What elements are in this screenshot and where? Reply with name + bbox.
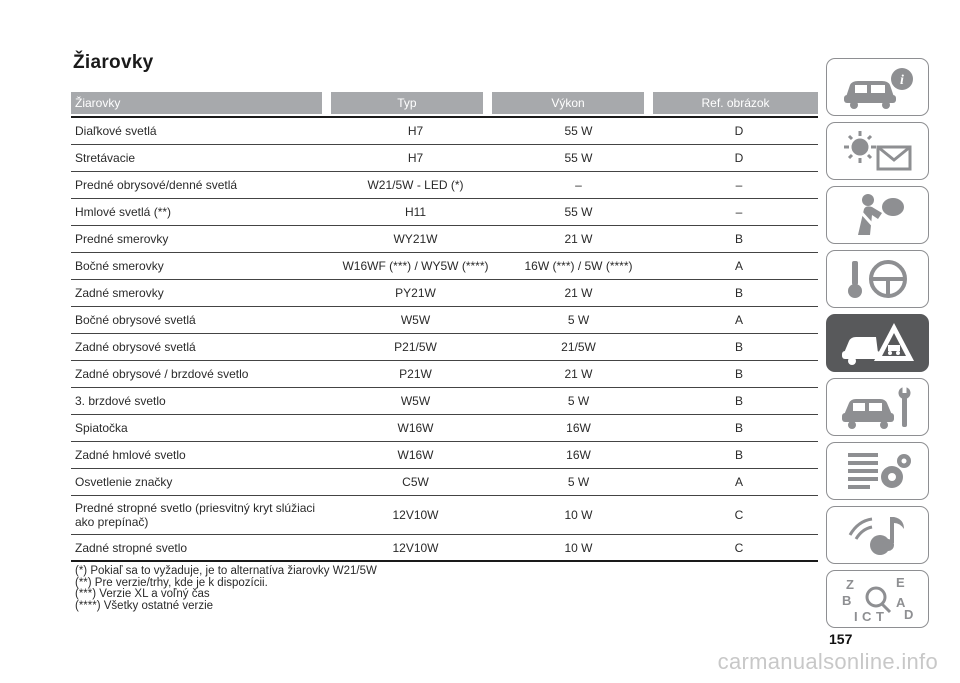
cell-type: W16W <box>397 448 434 462</box>
cell-type: P21/5W <box>394 340 437 354</box>
chapter-sidebar <box>826 58 929 634</box>
svg-text:i: i <box>899 73 904 88</box>
cell-type: W21/5W - LED (*) <box>367 178 464 192</box>
table-row <box>71 442 818 469</box>
cell-figure-ref: A <box>734 313 743 327</box>
svg-text:I: I <box>853 609 858 623</box>
table-row <box>71 334 818 361</box>
cell-figure-ref: B <box>734 232 743 246</box>
cell-type: WY21W <box>393 232 438 246</box>
table-row <box>71 118 818 145</box>
cell-power: 5 W <box>567 313 590 327</box>
cell-power: 21 W <box>564 232 593 246</box>
cell-type: 12V10W <box>392 508 439 522</box>
car-info-icon <box>838 63 918 111</box>
header-type: Typ <box>331 92 483 114</box>
cell-figure-ref: B <box>734 421 743 435</box>
svg-text:E: E <box>895 575 905 590</box>
cell-figure-ref: – <box>735 178 743 192</box>
cell-type: P21W <box>399 367 432 381</box>
warning-lights-message-icon <box>838 127 918 175</box>
table-row <box>71 199 818 226</box>
cell-type: W16W <box>397 421 434 435</box>
cell-type: 12V10W <box>392 540 439 555</box>
specifications-gears-icon <box>838 447 918 495</box>
cell-figure-ref: D <box>734 124 744 138</box>
cell-bulb: Zadné hmlové svetlo <box>75 448 186 462</box>
tab-technical-data[interactable] <box>826 442 929 500</box>
svg-text:Z: Z <box>845 577 854 592</box>
tab-warning-lights[interactable] <box>826 122 929 180</box>
cell-bulb: Zadné obrysové svetlá <box>75 340 196 354</box>
table-row <box>71 307 818 334</box>
breakdown-warning-triangle-icon <box>838 319 918 367</box>
cell-bulb: Bočné obrysové svetlá <box>75 313 196 327</box>
key-steering-wheel-icon <box>838 255 918 303</box>
svg-text:C: C <box>861 609 871 623</box>
page-number: 157 <box>829 631 853 647</box>
tab-in-emergency[interactable] <box>826 314 929 372</box>
tab-car-info[interactable] <box>826 58 929 116</box>
table-row <box>71 361 818 388</box>
alphabetical-index-icon <box>838 575 918 623</box>
tab-starting-driving[interactable] <box>826 250 929 308</box>
cell-bulb: Bočné smerovky <box>75 259 164 273</box>
cell-type: H7 <box>407 124 424 138</box>
multimedia-note-icon <box>838 511 918 559</box>
cell-power: 55 W <box>564 205 593 219</box>
cell-type: W5W <box>400 394 431 408</box>
cell-power: – <box>575 178 582 192</box>
table-row <box>71 535 818 562</box>
section-title: Žiarovky <box>73 52 154 73</box>
table-body <box>71 118 818 562</box>
table-row <box>71 496 818 535</box>
header-figure-ref: Ref. obrázok <box>653 92 818 114</box>
header-power: Výkon <box>492 92 644 114</box>
cell-bulb: Stretávacie <box>75 151 136 165</box>
cell-type: PY21W <box>395 286 436 300</box>
svg-text:A: A <box>895 595 905 610</box>
cell-figure-ref: C <box>734 508 744 522</box>
table-row <box>71 280 818 307</box>
cell-bulb: Hmlové svetlá (**) <box>75 205 172 219</box>
cell-type: H7 <box>407 151 424 165</box>
footnote: (*) Pokiaľ sa to vyžaduje, je to alternatíva žiarovky W21/5W <box>75 565 377 577</box>
cell-type: H11 <box>404 205 427 219</box>
watermark: carmanualsonline.info <box>717 649 938 674</box>
cell-bulb: Predné stropné svetlo (priesvitný kryt slúžiaci ako prepínač) <box>75 501 316 529</box>
svg-text:D: D <box>903 607 913 622</box>
cell-type: W5W <box>400 313 431 327</box>
table-row <box>71 469 818 496</box>
cell-bulb: Predné smerovky <box>75 232 169 246</box>
cell-figure-ref: A <box>734 259 743 273</box>
table-row <box>71 145 818 172</box>
footnote: (***) Verzie XL a voľný čas <box>75 588 210 600</box>
cell-figure-ref: B <box>734 367 743 381</box>
cell-power: 21 W <box>564 367 593 381</box>
cell-power: 21/5W <box>561 340 596 354</box>
cell-figure-ref: A <box>734 475 743 489</box>
cell-power: 10 W <box>564 508 593 522</box>
cell-power: 5 W <box>567 394 590 408</box>
cell-figure-ref: C <box>734 540 744 555</box>
cell-bulb: Diaľkové svetlá <box>75 124 157 138</box>
cell-power: 10 W <box>564 540 593 555</box>
cell-bulb: Spiatočka <box>75 421 128 435</box>
table-row <box>71 415 818 442</box>
tab-multimedia[interactable] <box>826 506 929 564</box>
table-row <box>71 172 818 199</box>
tab-service-maintenance[interactable] <box>826 378 929 436</box>
cell-power: 55 W <box>564 124 593 138</box>
cell-bulb: 3. brzdové svetlo <box>75 394 166 408</box>
cell-bulb: Zadné smerovky <box>75 286 164 300</box>
footnote: (**) Pre verzie/trhy, kde je k dispozícii. <box>75 576 268 589</box>
cell-bulb: Osvetlenie značky <box>75 475 173 489</box>
cell-power: 5 W <box>567 475 590 489</box>
footnote: (****) Všetky ostatné verzie <box>75 599 214 612</box>
table-row <box>71 253 818 280</box>
cell-bulb: Predné obrysové/denné svetlá <box>75 178 238 192</box>
cell-bulb: Zadné stropné svetlo <box>75 540 188 555</box>
cell-power: 16W <box>566 421 591 435</box>
svg-text:T: T <box>875 609 884 623</box>
cell-power: 16W (***) / 5W (****) <box>524 259 633 273</box>
cell-figure-ref: B <box>734 286 743 300</box>
table-row <box>71 226 818 253</box>
cell-figure-ref: D <box>734 151 744 165</box>
table-row <box>71 388 818 415</box>
cell-figure-ref: B <box>734 340 743 354</box>
car-wrench-icon <box>838 383 918 431</box>
table-header <box>71 92 818 114</box>
airbag-seatbelt-icon <box>838 191 918 239</box>
cell-figure-ref: B <box>734 394 743 408</box>
header-bulbs: Žiarovky <box>71 92 322 114</box>
cell-figure-ref: B <box>734 448 743 462</box>
svg-text:B: B <box>841 593 851 608</box>
cell-figure-ref: – <box>735 205 743 219</box>
cell-power: 16W <box>566 448 591 462</box>
bulbs-table <box>71 92 818 562</box>
footnotes <box>75 566 377 612</box>
cell-power: 55 W <box>564 151 593 165</box>
tab-safety[interactable] <box>826 186 929 244</box>
cell-bulb: Zadné obrysové / brzdové svetlo <box>75 367 249 381</box>
cell-power: 21 W <box>564 286 593 300</box>
cell-type: C5W <box>402 475 429 489</box>
cell-type: W16WF (***) / WY5W (****) <box>342 259 489 273</box>
tab-index[interactable] <box>826 570 929 628</box>
